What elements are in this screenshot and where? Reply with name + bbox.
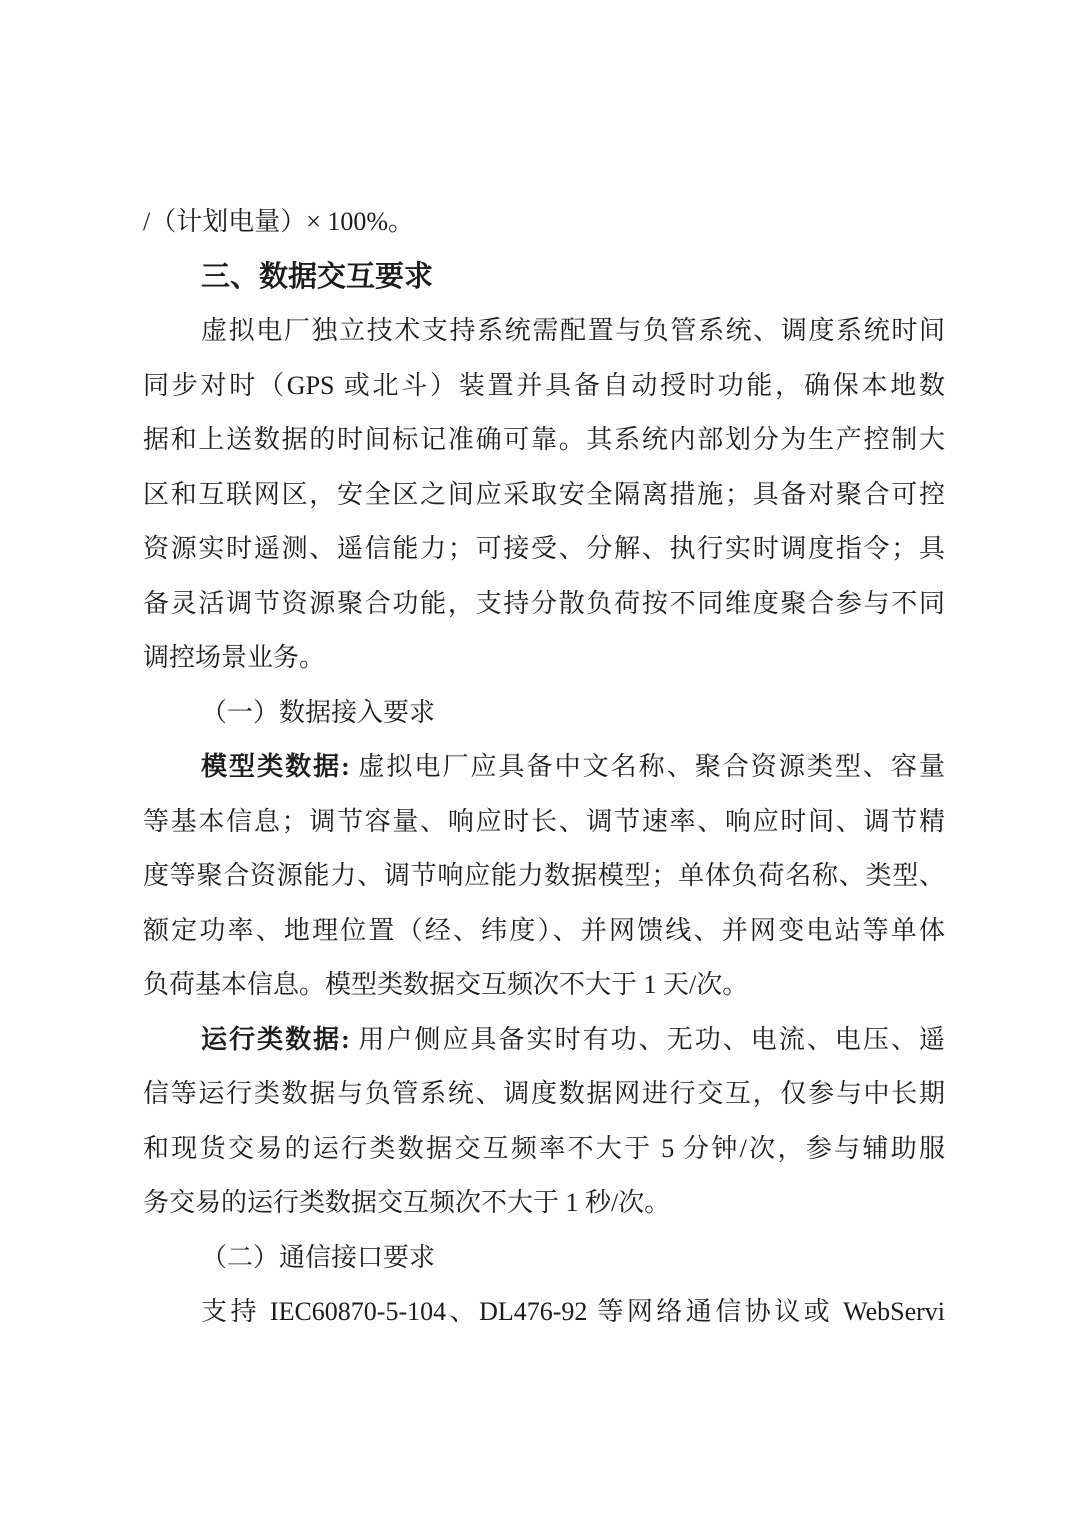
paragraph-line: 负荷基本信息。模型类数据交互频次不大于 1 天/次。 xyxy=(143,970,749,999)
paragraph-line: 备灵活调节资源聚合功能，支持分散负荷按不同维度聚合参与不同 xyxy=(143,588,945,618)
paragraph-line xyxy=(143,1013,945,1068)
bold-lead-model-data: 模型类数据: xyxy=(201,752,350,781)
paragraph-line: 同步对时（GPS 或北斗）装置并具备自动授时功能，确保本地数 xyxy=(143,370,945,400)
section-heading: 三、数据交互要求 xyxy=(201,260,434,293)
lead-line-rest: 用户侧应具备实时有功、无功、电流、电压、遥 xyxy=(349,1024,945,1054)
paragraph-line: 资源实时遥测、遥信能力；可接受、分解、执行实时调度指令；具 xyxy=(143,534,945,563)
paragraph-line: 据和上送数据的时间标记准确可靠。其系统内部划分为生产控制大 xyxy=(143,425,945,454)
paragraph-line: 等基本信息；调节容量、响应时长、调节速率、响应时间、调节精 xyxy=(143,806,945,836)
continuation-line: /（计划电量）× 100%。 xyxy=(143,207,415,236)
subsection-heading-1: （一）数据接入要求 xyxy=(201,697,436,727)
paragraph-line: 和现货交易的运行类数据交互频率不大于 5 分钟/次，参与辅助服 xyxy=(143,1133,945,1163)
paragraph-line: 额定功率、地理位置（经、纬度）、并网馈线、并网变电站等单体 xyxy=(143,915,945,945)
paragraph-line: 支持 IEC60870-5-104、DL476-92 等网络通信协议或 WebServi xyxy=(201,1297,945,1326)
subsection-heading-2: （二）通信接口要求 xyxy=(201,1242,436,1272)
document-content xyxy=(143,195,945,1340)
lead-line-rest: 虚拟电厂应具备中文名称、聚合资源类型、容量 xyxy=(349,752,945,781)
paragraph-line xyxy=(143,740,945,795)
paragraph-line: 调控场景业务。 xyxy=(143,643,326,672)
paragraph-line: 务交易的运行类数据交互频次不大于 1 秒/次。 xyxy=(143,1188,671,1217)
paragraph-line: 信等运行类数据与负管系统、调度数据网进行交互，仅参与中长期 xyxy=(143,1079,945,1108)
paragraph-line: 虚拟电厂独立技术支持系统需配置与负管系统、调度系统时间 xyxy=(201,316,945,345)
paragraph-line: 区和互联网区，安全区之间应采取安全隔离措施；具备对聚合可控 xyxy=(143,479,945,509)
bold-lead-operation-data: 运行类数据: xyxy=(201,1024,350,1054)
paragraph-line: 度等聚合资源能力、调节响应能力数据模型；单体负荷名称、类型、 xyxy=(143,861,945,890)
